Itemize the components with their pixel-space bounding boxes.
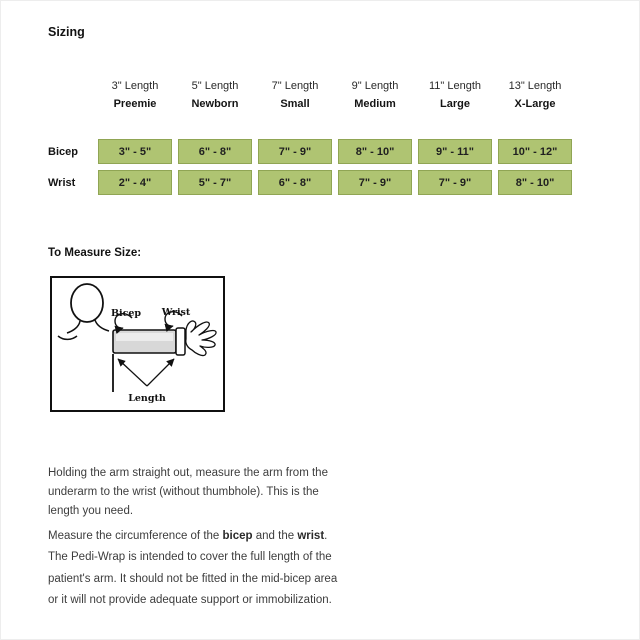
column-header-newborn	[178, 80, 252, 111]
neck-right-line	[95, 320, 109, 331]
wrist-cell-medium: 7" - 9"	[338, 170, 412, 195]
measure-instructions-length: Holding the arm straight out, measure the arm from the underarm to the wrist (without thumbhole). This is the length you need.	[48, 466, 328, 517]
wrist-cell-xlarge: 8" - 10"	[498, 170, 572, 195]
measurement-diagram	[50, 276, 225, 412]
page-title: Sizing	[48, 25, 85, 39]
arm-measurement-illustration	[52, 278, 223, 410]
bicep-cell-preemie: 3" - 5"	[98, 139, 172, 164]
table-header-row	[48, 80, 572, 111]
sizing-table	[48, 80, 572, 201]
column-size-name: Newborn	[191, 98, 239, 110]
column-length-label: 7" Length	[271, 80, 319, 92]
neck-left-line	[67, 321, 80, 333]
column-size-name: Small	[280, 98, 310, 110]
column-size-name: Preemie	[113, 98, 157, 110]
bicep-row-label: Bicep	[48, 145, 78, 158]
measure-instructions-circumference: Measure the circumference of the bicep and the wrist. The Pedi-Wrap is intended to cover the full length of the patient's arm. It should not be fitted in the mid-bicep area or it will not provide adequate support or immobilization.	[48, 529, 338, 606]
column-header-preemie	[98, 80, 172, 111]
bicep-cell-xlarge: 10" - 12"	[498, 139, 572, 164]
bicep-cell-newborn: 6" - 8"	[178, 139, 252, 164]
wrist-row	[48, 170, 572, 195]
wrist-cell-preemie: 2" - 4"	[98, 170, 172, 195]
column-header-xlarge	[498, 80, 572, 111]
shoulder-curve	[58, 336, 77, 339]
arm-wrap-highlight	[116, 333, 173, 341]
column-length-label: 3" Length	[111, 80, 159, 92]
column-header-medium	[338, 80, 412, 111]
column-size-name: Large	[440, 98, 470, 110]
bicep-row	[48, 139, 572, 164]
column-size-name: Medium	[354, 98, 396, 110]
column-header-large	[418, 80, 492, 111]
length-label: Length	[128, 393, 166, 404]
wrist-label: Wrist	[161, 307, 191, 318]
column-header-small	[258, 80, 332, 111]
column-length-label: 13" Length	[508, 80, 562, 92]
stick-figure-head	[71, 284, 103, 322]
wrist-cell-newborn: 5" - 7"	[178, 170, 252, 195]
bicep-cell-small: 7" - 9"	[258, 139, 332, 164]
column-length-label: 5" Length	[191, 80, 239, 92]
wrist-cell-large: 7" - 9"	[418, 170, 492, 195]
wrist-cuff	[176, 328, 185, 355]
length-arrow-right-icon	[147, 359, 174, 386]
column-length-label: 9" Length	[351, 80, 399, 92]
length-arrow-left-icon	[118, 359, 147, 386]
bicep-label: Bicep	[110, 308, 142, 319]
column-length-label: 11" Length	[428, 80, 482, 92]
wrist-cell-small: 6" - 8"	[258, 170, 332, 195]
bicep-cell-medium: 8" - 10"	[338, 139, 412, 164]
measure-size-heading: To Measure Size:	[48, 247, 142, 259]
wrist-row-label: Wrist	[48, 176, 76, 189]
bicep-cell-large: 9" - 11"	[418, 139, 492, 164]
column-size-name: X-Large	[514, 98, 556, 110]
hand	[186, 321, 216, 356]
